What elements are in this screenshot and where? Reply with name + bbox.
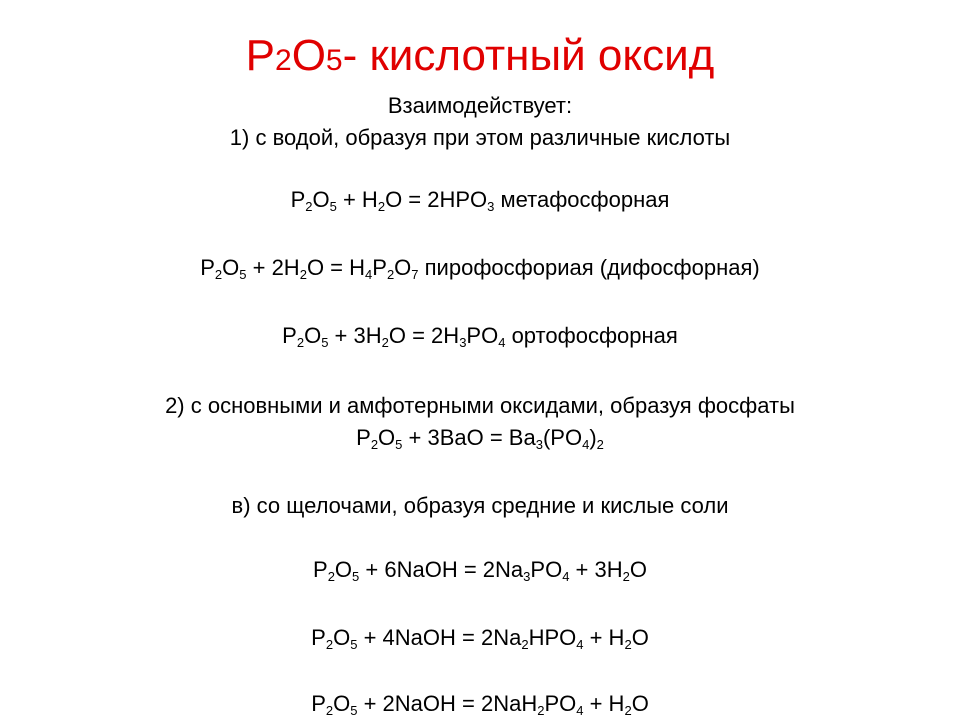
formula-text: O — [629, 557, 647, 582]
formula-text: O — [333, 691, 351, 716]
formula-text: + 4NaOH = 2Na — [357, 625, 522, 650]
equation-orthophosphoric — [0, 322, 960, 350]
formula-subscript: 5 — [395, 437, 403, 452]
formula-text: + H — [583, 625, 625, 650]
formula-text: + 2H — [246, 255, 300, 280]
title-part: P — [245, 31, 275, 80]
formula-subscript: 3 — [535, 437, 543, 452]
formula-subscript: 2 — [537, 703, 545, 718]
formula-text: O — [378, 425, 396, 450]
formula-text: ортофосфорная — [505, 323, 678, 348]
equation-metaphosphoric — [0, 186, 960, 214]
title-digit: 5 — [325, 44, 343, 77]
formula-subscript: 3 — [523, 569, 531, 584]
formula-text: PO — [466, 323, 499, 348]
formula-subscript: 5 — [350, 703, 358, 718]
formula-text: + H — [583, 691, 625, 716]
formula-subscript: 2 — [624, 637, 632, 652]
formula-subscript: 2 — [305, 199, 313, 214]
equation-pyrophosphoric — [0, 254, 960, 282]
formula-subscript: 5 — [352, 569, 360, 584]
formula-text: ) — [589, 425, 597, 450]
formula-subscript: 3 — [487, 199, 495, 214]
formula-text: (PO — [542, 425, 583, 450]
point-1-text: 1) с водой, образуя при этом различные кислоты — [229, 125, 731, 150]
formula-subscript: 2 — [296, 335, 305, 350]
equation-barium-phosphate — [0, 424, 960, 452]
formula-subscript: 2 — [325, 637, 334, 652]
formula-text: HPO — [528, 625, 577, 650]
formula-text: O — [334, 557, 353, 582]
formula-text: P — [356, 425, 371, 450]
formula-text: O — [312, 187, 330, 212]
formula-text: + 2NaOH = 2NaH — [357, 691, 538, 716]
formula-text: P — [372, 255, 387, 280]
formula-subscript: 2 — [624, 703, 632, 718]
formula-subscript: 5 — [321, 335, 329, 350]
formula-text: O — [631, 691, 649, 716]
formula-text: метафосфорная — [494, 187, 670, 212]
slide-title — [0, 28, 960, 89]
title-part: - кислотный оксид — [342, 31, 715, 80]
formula-subscript: 2 — [521, 637, 529, 652]
formula-text: O — [631, 625, 649, 650]
formula-text: + 3H — [569, 557, 623, 582]
formula-subscript: 5 — [329, 199, 337, 214]
formula-subscript: 4 — [562, 569, 570, 584]
formula-text: O — [394, 255, 412, 280]
formula-subscript: 4 — [582, 437, 590, 452]
formula-subscript: 2 — [370, 437, 379, 452]
formula-subscript: 2 — [327, 569, 335, 584]
formula-subscript: 2 — [214, 267, 223, 282]
formula-subscript: 2 — [596, 437, 604, 452]
formula-subscript: 4 — [365, 267, 373, 282]
formula-subscript: 2 — [386, 267, 395, 282]
formula-text: O = H — [306, 255, 366, 280]
formula-text: O = 2HPO — [385, 187, 488, 212]
formula-subscript: 5 — [239, 267, 247, 282]
point-2-text: 2) с основными и амфотерными оксидами, образуя фосфаты — [165, 393, 795, 418]
formula-text: P — [313, 557, 328, 582]
formula-subscript: 3 — [459, 335, 467, 350]
formula-text: + 6NaOH = 2Na — [359, 557, 524, 582]
formula-text: PO — [530, 557, 563, 582]
formula-subscript: 2 — [325, 703, 334, 718]
intro-text: Взаимодействует: — [387, 93, 573, 118]
formula-subscript: 2 — [377, 199, 386, 214]
formula-subscript: 2 — [299, 267, 307, 282]
equation-sodium-phosphate — [0, 556, 960, 584]
point-3-text: в) со щелочами, образуя средние и кислые соли — [231, 493, 729, 518]
formula-subscript: 2 — [622, 569, 630, 584]
formula-text: O — [333, 625, 351, 650]
formula-text: P — [311, 691, 326, 716]
formula-text: пирофосфориая (дифосфорная) — [418, 255, 760, 280]
formula-text: + 3H — [328, 323, 382, 348]
formula-text: O — [304, 323, 322, 348]
formula-text: P — [200, 255, 215, 280]
formula-subscript: 4 — [576, 703, 584, 718]
formula-subscript: 4 — [498, 335, 506, 350]
formula-text: P — [282, 323, 297, 348]
formula-text: + 3BaO = Ba — [402, 425, 536, 450]
formula-text: O — [222, 255, 240, 280]
formula-text: P — [311, 625, 326, 650]
formula-subscript: 4 — [576, 637, 584, 652]
title-part: O — [291, 31, 326, 80]
equation-sodium-dihydrogenphosphate — [0, 690, 960, 718]
title-digit: 2 — [275, 44, 292, 77]
formula-text: P — [290, 187, 306, 212]
formula-subscript: 2 — [381, 335, 389, 350]
equation-sodium-hydrogenphosphate — [0, 624, 960, 652]
formula-subscript: 5 — [350, 637, 358, 652]
formula-text: PO — [544, 691, 577, 716]
formula-text: O = 2H — [388, 323, 460, 348]
formula-text: + H — [336, 187, 378, 212]
formula-subscript: 7 — [411, 267, 419, 282]
